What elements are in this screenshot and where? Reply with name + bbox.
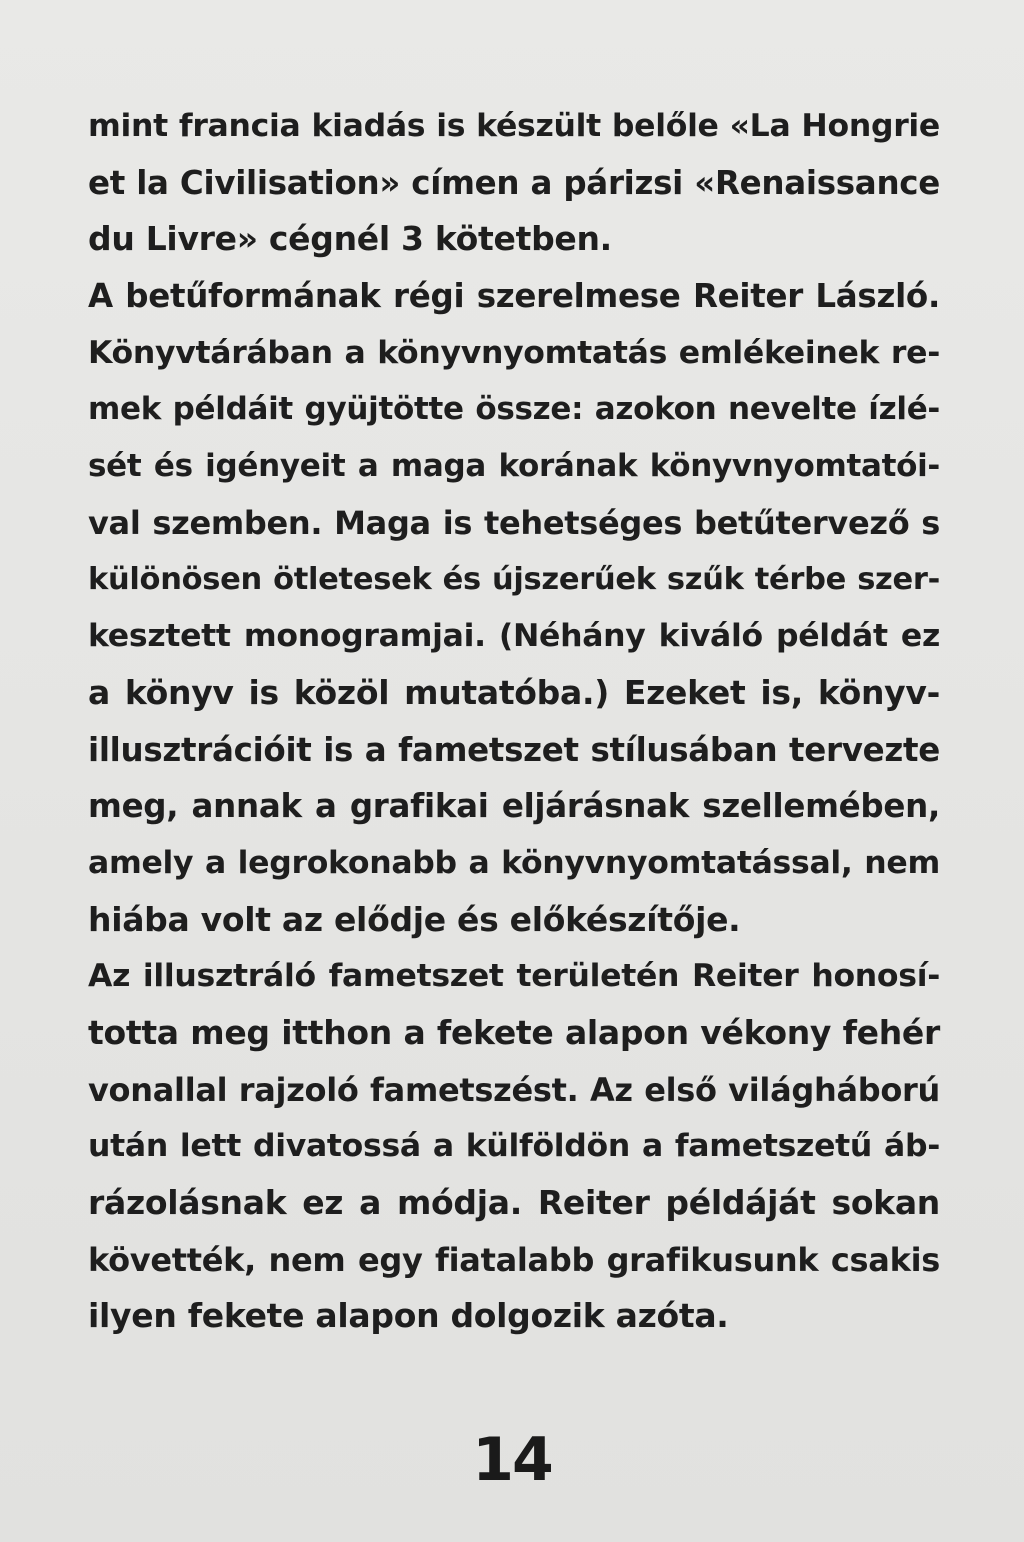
page-number: 14	[472, 1425, 552, 1495]
text-line-2: et la Civilisation» címen a párizsi «Renaissance	[88, 163, 940, 202]
text-line-16: Az illusztráló fametszet területén Reiter honosí-	[88, 958, 940, 995]
text-line-3: du Livre» cégnél 3 kötetben.	[88, 219, 612, 259]
text-line-6: mek példáit gyüjtötte össze: azokon nevelte ízlé-	[88, 391, 940, 428]
text-line-15: hiába volt az elődje és előkészítője.	[88, 899, 741, 939]
text-line-17: totta meg itthon a fekete alapon vékony fehér	[88, 1013, 940, 1052]
text-line-14: amely a legrokonabb a könyvnyomtatással, nem	[88, 844, 940, 881]
text-line-13: meg, annak a grafikai eljárásnak szellemében,	[88, 787, 940, 826]
text-line-20: rázolásnak ez a módja. Reiter példáját sokan	[88, 1183, 940, 1223]
text-line-12: illusztrációit is a fametszet stílusában tervezte	[88, 730, 940, 769]
text-line-7: sét és igényeit a maga korának könyvnyomtatói-	[88, 448, 940, 485]
body-text	[88, 98, 940, 1345]
text-line-4: A betűformának régi szerelmese Reiter László.	[88, 277, 940, 316]
text-line-10: kesztett monogramjai. (Néhány kiváló példát ez	[88, 618, 940, 655]
text-line-9: különösen ötletesek és újszerűek szűk térbe szer-	[88, 561, 940, 597]
text-line-8: val szemben. Maga is tehetséges betűtervező s	[88, 503, 940, 542]
text-line-19: után lett divatossá a külföldön a fametszetű áb-	[88, 1128, 940, 1165]
text-line-5: Könyvtárában a könyvnyomtatás emlékeinek re-	[88, 334, 940, 371]
text-line-11: a könyv is közöl mutatóba.) Ezeket is, könyv-	[88, 672, 940, 712]
text-line-21: követték, nem egy fiatalabb grafikusunk csakis	[88, 1240, 940, 1279]
text-line-22: ilyen fekete alapon dolgozik azóta.	[88, 1296, 729, 1336]
text-line-18: vonallal rajzoló fametszést. Az első világháború	[88, 1070, 940, 1109]
text-line-1: mint francia kiadás is készült belőle «La Hongrie	[88, 108, 940, 144]
